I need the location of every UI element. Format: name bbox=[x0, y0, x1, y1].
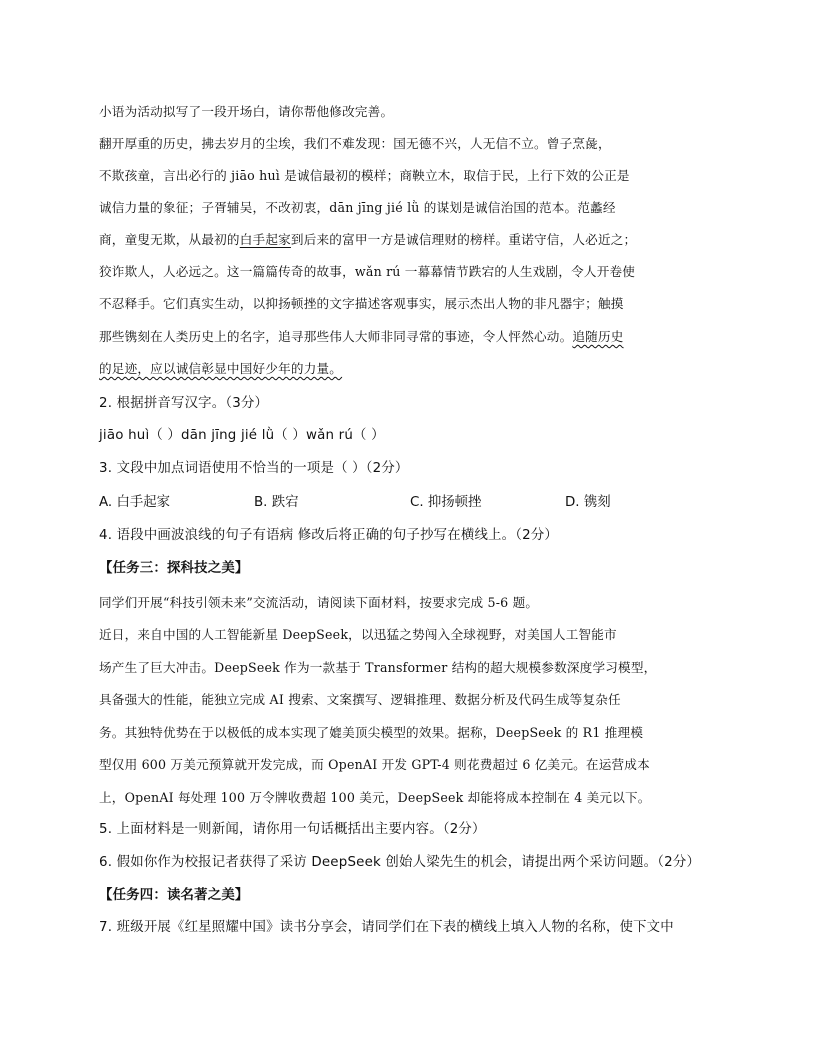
question-3-title: 3. 文段中加点词语使用不恰当的一项是（ ）（2分） bbox=[99, 461, 409, 476]
passage-line bbox=[99, 327, 624, 347]
news-line: 具备强大的性能，能独立完成 AI 搜索、文案撰写、逻辑推理、数据分析及代码生成等复杂任 bbox=[99, 692, 621, 707]
question-2-title: 2. 根据拼音写汉字。（3分） bbox=[99, 396, 269, 411]
passage-line: 不忍释手。它们真实生动，以抑扬顿挫的文字描述客观事实，展示杰出人物的非凡器宇；触摸 bbox=[99, 296, 624, 311]
option-c[interactable]: C. 抑扬顿挫 bbox=[410, 495, 482, 510]
option-d[interactable]: D. 镌刻 bbox=[565, 495, 611, 510]
passage-text: 商，童叟无欺，从最初的 bbox=[99, 232, 240, 247]
question-4-title: 4. 语段中画波浪线的句子有语病 修改后将正确的句子抄写在横线上。（2分） bbox=[99, 528, 559, 543]
news-line: 场产生了巨大冲击。DeepSeek 作为一款基于 Transformer 结构的超大规模参数深度学习模型， bbox=[99, 660, 657, 675]
question-6-title: 6. 假如你作为校报记者获得了采访 DeepSeek 创始人梁先生的机会，请提出两个采访问题。（2分） bbox=[99, 855, 701, 870]
task-4-heading: 【任务四：读名著之美】 bbox=[99, 888, 249, 903]
question-2-pinyin: jiāo huì（ ）dān jīng jié lǜ（ ）wǎn rú（ ） bbox=[99, 428, 385, 443]
task-3-intro: 同学们开展“科技引领未来”交流活动，请阅读下面材料，按要求完成 5-6 题。 bbox=[99, 595, 539, 610]
news-line: 上，OpenAI 每处理 100 万令牌收费超 100 美元，DeepSeek 却能将成本控制在 4 美元以下。 bbox=[99, 790, 651, 805]
news-line: 近日，来自中国的人工智能新星 DeepSeek，以迅猛之势闯入全球视野，对美国人工智能市 bbox=[99, 627, 617, 642]
passage-text: 到后来的富甲一方是诚信理财的榜样。重诺守信，人必近之； bbox=[290, 232, 637, 247]
passage-line: 诚信力量的象征；子胥辅吴，不改初衷，dān jīng jié lǜ 的谋划是诚信治国的范本。范蠡经 bbox=[99, 200, 616, 215]
news-line: 务。其独特优势在于以极低的成本实现了媲美顶尖模型的效果。据称，DeepSeek 的 R1 推理模 bbox=[99, 725, 644, 740]
passage-text: 那些镌刻在人类历史上的名字，追寻那些伟人大师非同寻常的事迹，令人怦然心动。 bbox=[99, 329, 573, 344]
passage-line bbox=[99, 359, 342, 379]
news-line: 型仅用 600 万美元预算就开发完成，而 OpenAI 开发 GPT-4 则花费超过 6 亿美元。在运营成本 bbox=[99, 757, 650, 772]
option-a[interactable]: A. 白手起家 bbox=[99, 495, 170, 510]
underlined-phrase: 白手起家 bbox=[239, 232, 291, 247]
task-3-heading: 【任务三：探科技之美】 bbox=[99, 561, 249, 576]
intro-instruction: 小语为活动拟写了一段开场白，请你帮他修改完善。 bbox=[99, 104, 394, 119]
passage-line bbox=[99, 230, 636, 250]
option-b[interactable]: B. 跌宕 bbox=[254, 495, 299, 510]
question-7-title: 7. 班级开展《红星照耀中国》读书分享会，请同学们在下表的横线上填入人物的名称，使下文中 bbox=[99, 920, 674, 935]
question-5-title: 5. 上面材料是一则新闻，请你用一句话概括出主要内容。（2分） bbox=[99, 822, 486, 837]
passage-line: 翻开厚重的历史，拂去岁月的尘埃，我们不难发现：国无德不兴，人无信不立。曾子烹彘， bbox=[99, 136, 611, 151]
wavy-sentence: 的足迹，应以诚信彰显中国好少年的力量。 bbox=[99, 361, 343, 376]
passage-line: 狡诈欺人，人必远之。这一篇篇传奇的故事，wǎn rú 一幕幕情节跌宕的人生戏剧，令人开卷使 bbox=[99, 264, 636, 279]
passage-line: 不欺孩童，言出必行的 jiāo huì 是诚信最初的模样；商鞅立木，取信于民，上行下效的公正是 bbox=[99, 168, 630, 183]
wavy-sentence: 追随历史 bbox=[572, 329, 624, 344]
